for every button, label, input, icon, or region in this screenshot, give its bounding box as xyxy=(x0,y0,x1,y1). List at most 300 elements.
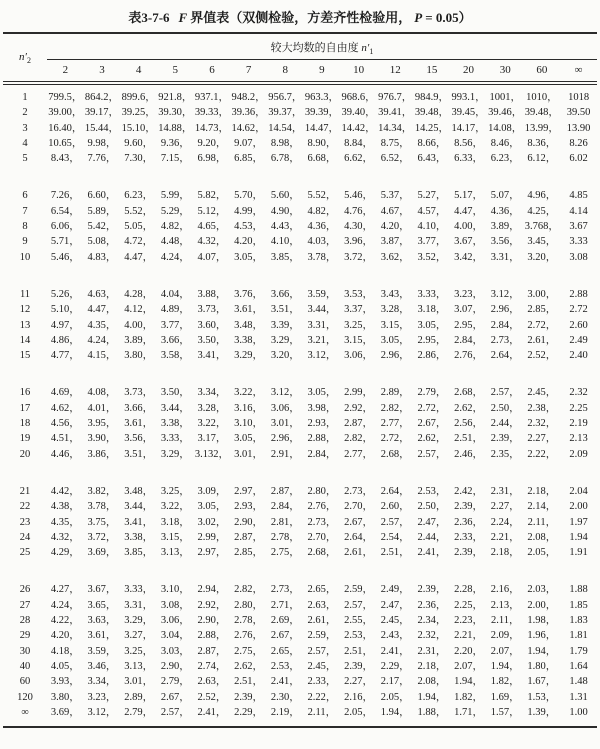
f-value-cell: 2.59， xyxy=(307,630,337,642)
f-value-cell: 39.36， xyxy=(231,107,266,119)
f-value-cell: 4.35， xyxy=(87,319,117,331)
f-value-cell: 4.51， xyxy=(50,433,80,445)
f-value-cell: 1.80， xyxy=(527,660,557,672)
f-value-cell: 4.62， xyxy=(50,402,80,414)
f-value-cell: 3.09， xyxy=(197,485,227,497)
f-value-cell: 39.40， xyxy=(341,107,376,119)
f-value-cell: 2.72， xyxy=(380,433,410,445)
table-title xyxy=(3,5,597,32)
f-value-cell: 2.69， xyxy=(270,615,300,627)
f-value-cell: 2.53， xyxy=(270,660,300,672)
f-value-cell: 2.94， xyxy=(197,584,227,596)
f-value-cell: 15.44， xyxy=(84,122,120,134)
f-value-cell: 4.20， xyxy=(380,221,410,233)
f-value-cell: 5.37， xyxy=(380,190,410,202)
f-value-cell: 2.57， xyxy=(490,387,520,399)
row-df2-value: 28 xyxy=(19,615,31,627)
f-value-cell: 3.31， xyxy=(490,251,520,263)
f-value-cell: 5.89， xyxy=(87,205,117,217)
f-value-cell: 2.36， xyxy=(417,599,447,611)
f-value-cell: 4.05， xyxy=(50,660,80,672)
f-value-cell: 2.92， xyxy=(344,402,374,414)
f-value-cell: 3.85， xyxy=(124,547,154,559)
f-value-cell: 3.06， xyxy=(344,350,374,362)
column-header-df1: 6 xyxy=(194,60,231,84)
f-value-cell: 9.36， xyxy=(160,137,190,149)
f-value-cell: 9.20， xyxy=(197,137,227,149)
row-df2-value: 16 xyxy=(19,387,31,399)
f-value-cell: 6.78， xyxy=(270,153,300,165)
f-value-cell: 2.60 xyxy=(569,319,588,331)
f-value-cell: 8.75， xyxy=(380,137,410,149)
f-value-cell: 3.00， xyxy=(527,288,557,300)
f-value-cell: 2.29， xyxy=(234,706,264,718)
f-value-cell: 2.87， xyxy=(344,418,374,430)
f-value-cell: 3.132， xyxy=(194,448,230,460)
f-value-cell: 2.39， xyxy=(344,660,374,672)
f-value-cell: 3.72， xyxy=(344,251,374,263)
f-value-cell: 3.60， xyxy=(197,319,227,331)
f-value-cell: 2.84， xyxy=(270,501,300,513)
f-value-cell: 2.57， xyxy=(417,448,447,460)
f-value-cell: 2.88， xyxy=(197,630,227,642)
f-value-cell: 3.93， xyxy=(50,676,80,688)
f-value-cell: 2.51， xyxy=(454,433,483,445)
f-value-cell: 3.44， xyxy=(307,304,337,316)
f-value-cell: 4.99， xyxy=(234,205,264,217)
f-value-cell: 3.05， xyxy=(380,334,410,346)
f-value-cell: 14.47， xyxy=(304,122,339,134)
f-value-cell: 2.79， xyxy=(417,387,447,399)
f-value-cell: 3.29， xyxy=(124,615,154,627)
f-value-cell: 2.91， xyxy=(270,448,300,460)
f-value-cell: 39.17， xyxy=(84,107,120,119)
f-value-cell: 3.13， xyxy=(160,547,190,559)
f-value-cell: 2.33， xyxy=(454,531,483,543)
f-value-cell: 6.54， xyxy=(50,205,80,217)
f-value-cell: 13.90 xyxy=(566,122,591,134)
f-value-cell: 3.44， xyxy=(160,402,190,414)
f-value-cell: 2.50， xyxy=(490,402,520,414)
f-value-cell: 4.38， xyxy=(50,501,80,513)
f-value-cell: 2.89， xyxy=(380,387,410,399)
table-row xyxy=(3,363,597,400)
row-df2-value: 21 xyxy=(19,485,31,497)
f-value-cell: 14.25， xyxy=(414,122,449,134)
f-value-cell: 2.82， xyxy=(344,433,374,445)
f-value-cell: 1.71， xyxy=(454,706,483,718)
row-df2-value: 17 xyxy=(19,402,31,414)
f-value-cell: 3.66， xyxy=(270,288,300,300)
f-value-cell: 3.28， xyxy=(197,402,227,414)
f-value-cell: 3.34， xyxy=(197,387,227,399)
f-value-cell: 6.06， xyxy=(50,221,80,233)
table-row xyxy=(3,151,597,166)
f-value-cell: 2.85， xyxy=(527,304,557,316)
f-value-cell: 2.35， xyxy=(490,448,520,460)
table-row xyxy=(3,204,597,219)
f-value-cell: 4.10， xyxy=(417,221,447,233)
f-value-cell: 4.77， xyxy=(50,350,80,362)
row-df2-value: 6 xyxy=(22,190,28,202)
f-value-cell: 3.62， xyxy=(380,251,410,263)
f-value-cell: 6.60， xyxy=(87,190,117,202)
p-symbol: P xyxy=(414,10,423,25)
f-value-cell: 5.46， xyxy=(344,190,374,202)
f-value-cell: 4.96， xyxy=(527,190,557,202)
table-row xyxy=(3,499,597,514)
f-value-cell: 3.15， xyxy=(380,319,410,331)
f-value-cell: 3.50， xyxy=(160,387,190,399)
f-value-cell: 4.22， xyxy=(50,615,80,627)
f-value-cell: 3.90， xyxy=(87,433,117,445)
f-value-cell: 2.65， xyxy=(270,645,300,657)
f-value-cell: 2.42， xyxy=(454,485,483,497)
f-value-cell: 3.50， xyxy=(197,334,227,346)
f-value-cell: 2.79， xyxy=(124,706,154,718)
f-value-cell: 2.13， xyxy=(490,599,520,611)
f-value-cell: 5.07， xyxy=(490,190,520,202)
f-value-cell: 3.77， xyxy=(417,236,447,248)
f-value-cell: 3.12， xyxy=(270,387,300,399)
group-label-text: 较大均数的自由度 xyxy=(270,42,362,54)
f-value-cell: 3.03， xyxy=(160,645,190,657)
row-df2-value: 11 xyxy=(19,288,31,300)
f-value-cell: 2.25 xyxy=(569,402,588,414)
f-value-cell: 3.16， xyxy=(234,402,264,414)
row-df2-value: 13 xyxy=(19,319,31,331)
f-value-cell: 5.29， xyxy=(160,205,190,217)
table-row xyxy=(3,105,597,120)
f-value-cell: 3.75， xyxy=(87,516,117,528)
f-value-cell: 4.57， xyxy=(417,205,447,217)
f-value-cell: 2.28， xyxy=(454,584,483,596)
f-value-cell: 2.45， xyxy=(380,615,410,627)
row-df2-value: ∞ xyxy=(21,706,29,718)
f-value-cell: 4.32， xyxy=(197,236,227,248)
f-value-cell: 1.94， xyxy=(417,691,447,703)
f-value-cell: 2.64， xyxy=(490,350,520,362)
f-value-cell: 5.05， xyxy=(124,221,154,233)
f-value-cell: 2.88， xyxy=(307,433,337,445)
f-value-cell: 3.46， xyxy=(87,660,117,672)
f-value-cell: 2.96， xyxy=(380,350,410,362)
f-value-cell: 968.6， xyxy=(341,92,376,103)
f-value-cell: 6.23， xyxy=(490,153,520,165)
f-value-cell: 4.43， xyxy=(270,221,300,233)
column-header-df1: 30 xyxy=(487,60,524,84)
f-value-cell: 3.87， xyxy=(380,236,410,248)
n-prime-symbol: n′ xyxy=(19,50,27,63)
table-row xyxy=(3,302,597,317)
f-value-cell: 8.36， xyxy=(527,137,557,149)
f-value-cell: 2.07， xyxy=(454,660,483,672)
row-df2-value: 60 xyxy=(19,676,31,688)
f-value-cell: 2.61， xyxy=(527,334,557,346)
f-value-cell: 3.06， xyxy=(160,615,190,627)
f-value-cell: 5.46， xyxy=(50,251,80,263)
f-value-cell: 3.82， xyxy=(87,485,117,497)
title-p-value: = 0.05） xyxy=(425,10,472,25)
f-value-cell: 2.21， xyxy=(454,630,483,642)
f-value-cell: 3.20， xyxy=(270,350,300,362)
f-value-cell: 3.51， xyxy=(270,304,300,316)
f-value-cell: 3.48， xyxy=(124,485,154,497)
f-value-cell: 3.05， xyxy=(234,251,264,263)
f-value-cell: 1001， xyxy=(489,92,521,103)
f-value-cell: 2.78， xyxy=(234,615,264,627)
f-value-cell: 2.76， xyxy=(234,630,264,642)
f-value-cell: 2.52， xyxy=(527,350,557,362)
f-value-cell: 2.75， xyxy=(234,645,264,657)
f-value-cell: 3.06， xyxy=(270,402,300,414)
f-value-cell: 14.88， xyxy=(158,122,193,134)
f-value-cell: 4.27， xyxy=(50,584,80,596)
row-df2-value: 23 xyxy=(19,516,31,528)
f-value-cell: 2.44， xyxy=(417,531,447,543)
f-value-cell: 3.77， xyxy=(160,319,190,331)
f-value-cell: 4.35， xyxy=(50,516,80,528)
f-value-cell: 1.88， xyxy=(417,706,447,718)
f-value-cell: 1.94 xyxy=(569,531,588,543)
f-value-cell: 3.73， xyxy=(197,304,227,316)
f-value-cell: 4.65， xyxy=(197,221,227,233)
f-value-cell: 2.31， xyxy=(417,645,447,657)
f-value-cell: 3.78， xyxy=(307,251,337,263)
f-value-cell: 2.63， xyxy=(307,599,337,611)
f-value-cell: 3.08， xyxy=(160,599,190,611)
f-value-cell: 3.22， xyxy=(234,387,264,399)
title-text: 界值表（双侧检验，方差齐性检验用， xyxy=(190,10,412,25)
f-value-cell: 2.64， xyxy=(344,531,374,543)
f-value-cell: 2.45， xyxy=(527,387,557,399)
f-value-cell: 5.17， xyxy=(454,190,483,202)
f-value-cell: 2.36， xyxy=(454,516,483,528)
row-df2-value: 1 xyxy=(22,92,28,103)
f-value-cell: 899.6， xyxy=(121,92,156,103)
f-value-cell: 4.24， xyxy=(87,334,117,346)
header-group-row xyxy=(3,33,597,60)
f-value-cell: 3.21， xyxy=(307,334,337,346)
f-value-cell: 2.05， xyxy=(380,691,410,703)
f-value-cell: 3.768， xyxy=(524,221,559,233)
f-value-cell: 3.51， xyxy=(124,448,154,460)
f-value-cell: 3.01， xyxy=(270,418,300,430)
f-value-cell: 1.81 xyxy=(569,630,588,642)
f-value-cell: 3.67， xyxy=(87,584,117,596)
f-value-cell: 3.23， xyxy=(87,691,117,703)
f-value-cell: 39.46， xyxy=(488,107,523,119)
f-value-cell: 3.59， xyxy=(307,288,337,300)
f-value-cell: 2.56， xyxy=(454,418,483,430)
row-df2-value: 29 xyxy=(19,630,31,642)
f-value-cell: 3.69， xyxy=(50,706,80,718)
n-prime-symbol: n′ xyxy=(361,42,370,54)
f-value-cell: 3.12， xyxy=(307,350,337,362)
f-value-cell: 2.17， xyxy=(380,676,410,688)
f-value-cell: 976.7， xyxy=(378,92,413,103)
f-value-cell: 2.85， xyxy=(234,547,264,559)
f-value-cell: 3.39， xyxy=(270,319,300,331)
row-df2-value: 5 xyxy=(22,153,28,165)
f-value-cell: 2.72， xyxy=(417,402,447,414)
f-value-cell: 2.51， xyxy=(344,645,374,657)
f-value-cell: 13.99， xyxy=(524,122,559,134)
row-df2-value: 27 xyxy=(19,599,31,611)
f-value-cell: 8.66， xyxy=(417,137,447,149)
table-row xyxy=(3,613,597,628)
f-value-cell: 14.73， xyxy=(194,122,230,134)
f-value-cell: 2.51， xyxy=(234,676,264,688)
f-value-cell: 8.98， xyxy=(270,137,300,149)
f-value-cell: 2.82， xyxy=(234,584,264,596)
f-value-cell: 39.48， xyxy=(524,107,559,119)
f-value-cell: 2.16， xyxy=(344,691,374,703)
f-value-cell: 1.79 xyxy=(569,645,588,657)
f-value-cell: 2.54， xyxy=(380,531,410,543)
f-value-cell: 1.94， xyxy=(380,706,410,718)
f-value-cell: 3.05， xyxy=(197,501,227,513)
f-value-cell: 8.90， xyxy=(307,137,337,149)
f-value-cell: 3.33， xyxy=(417,288,447,300)
f-value-cell: 3.15， xyxy=(160,531,190,543)
f-value-cell: 2.71， xyxy=(270,599,300,611)
f-value-cell: 4.90， xyxy=(270,205,300,217)
row-df2-value: 15 xyxy=(19,350,31,362)
f-value-cell: 2.62， xyxy=(234,660,264,672)
f-value-cell: 6.23， xyxy=(124,190,154,202)
f-value-cell: 4.00， xyxy=(454,221,483,233)
f-value-cell: 1.69， xyxy=(490,691,520,703)
f-value-cell: 3.44， xyxy=(124,501,154,513)
f-value-cell: 2.46， xyxy=(454,448,483,460)
f-value-cell: 1.85 xyxy=(569,599,588,611)
table-row xyxy=(3,674,597,689)
row-df2-value: 2 xyxy=(22,107,28,119)
f-value-cell: 6.33， xyxy=(454,153,483,165)
table-row xyxy=(3,83,597,105)
f-value-cell: 3.41， xyxy=(197,350,227,362)
f-value-cell: 5.52， xyxy=(124,205,154,217)
f-value-cell: 2.73， xyxy=(344,485,374,497)
f-value-cell: 4.63， xyxy=(87,288,117,300)
f-value-cell: 3.73， xyxy=(124,387,154,399)
table-row xyxy=(3,530,597,545)
f-value-cell: 4.18， xyxy=(50,645,80,657)
f-value-cell: 2.08， xyxy=(527,531,557,543)
f-value-cell: 3.66， xyxy=(124,402,154,414)
f-value-cell: 3.48， xyxy=(234,319,264,331)
f-value-cell: 1.31 xyxy=(569,691,588,703)
f-value-cell: 2.00， xyxy=(527,599,557,611)
f-value-cell: 3.07， xyxy=(454,304,483,316)
f-value-cell: 3.96， xyxy=(344,236,374,248)
f-value-cell: 3.45， xyxy=(527,236,557,248)
f-value-cell: 3.05， xyxy=(417,319,447,331)
f-value-cell: 2.44， xyxy=(490,418,520,430)
table-row xyxy=(3,447,597,462)
f-value-cell: 2.27， xyxy=(490,501,520,513)
f-value-cell: 2.52， xyxy=(197,691,227,703)
f-value-cell: 4.14 xyxy=(569,205,588,217)
f-value-cell: 8.26 xyxy=(569,137,588,149)
f-value-cell: 3.56， xyxy=(490,236,520,248)
f-value-cell: 4.48， xyxy=(160,236,190,248)
f-value-cell: 3.38， xyxy=(124,531,154,543)
f-value-cell: 2.11， xyxy=(307,706,337,718)
column-header-df1: 60 xyxy=(524,60,561,84)
f-value-cell: 3.85， xyxy=(270,251,300,263)
f-value-cell: 2.82， xyxy=(380,402,410,414)
f-value-cell: 2.84， xyxy=(490,319,520,331)
f-value-cell: 5.26， xyxy=(50,288,80,300)
f-value-cell: 1.48 xyxy=(569,676,588,688)
f-value-cell: 39.48， xyxy=(414,107,449,119)
f-value-cell: 4.01， xyxy=(87,402,117,414)
column-header-df1: 5 xyxy=(157,60,194,84)
f-value-cell: 2.79， xyxy=(160,676,190,688)
f-value-cell: 2.60， xyxy=(380,501,410,513)
f-value-cell: 2.40 xyxy=(569,350,588,362)
f-value-cell: 3.80， xyxy=(124,350,154,362)
row-df2-value: 12 xyxy=(19,304,31,316)
f-value-cell: 2.75， xyxy=(270,547,300,559)
f-value-cell: 4.32， xyxy=(50,531,80,543)
table-row xyxy=(3,431,597,446)
f-value-cell: 984.9， xyxy=(414,92,449,103)
f-value-cell: 2.38， xyxy=(527,402,557,414)
f-value-cell: 1.57， xyxy=(490,706,520,718)
f-value-cell: 2.67， xyxy=(160,691,190,703)
f-value-cell: 4.69， xyxy=(50,387,80,399)
f-value-cell: 3.13， xyxy=(124,660,154,672)
table-row xyxy=(3,560,597,597)
f-value-cell: 3.05， xyxy=(307,387,337,399)
f-value-cell: 3.56， xyxy=(124,433,154,445)
f-value-cell: 963.3， xyxy=(304,92,339,103)
f-value-cell: 4.36， xyxy=(490,205,520,217)
f-value-cell: 3.17， xyxy=(197,433,227,445)
f-value-cell: 4.89， xyxy=(160,304,190,316)
f-value-cell: 2.53， xyxy=(417,485,447,497)
f-value-cell: 3.38， xyxy=(234,334,264,346)
f-value-cell: 4.24， xyxy=(160,251,190,263)
f-value-cell: 3.80， xyxy=(50,691,80,703)
f-value-cell: 2.67， xyxy=(417,418,447,430)
f-value-cell: 2.33， xyxy=(307,676,337,688)
row-df2-value: 40 xyxy=(19,660,31,672)
f-value-cell: 2.32， xyxy=(417,630,447,642)
f-value-cell: 3.01， xyxy=(234,448,264,460)
f-value-cell: 2.57， xyxy=(307,645,337,657)
f-value-cell: 3.67， xyxy=(454,236,483,248)
f-value-cell: 5.08， xyxy=(87,236,117,248)
table-row xyxy=(3,462,597,499)
f-value-cell: 4.47， xyxy=(454,205,483,217)
denominator-df-label xyxy=(3,33,47,83)
f-value-cell: 14.08， xyxy=(488,122,523,134)
f-value-cell: 1010， xyxy=(526,92,558,103)
row-df2-value: 18 xyxy=(19,418,31,430)
f-value-cell: 3.52， xyxy=(417,251,447,263)
f-value-cell: 1.64 xyxy=(569,660,588,672)
f-value-cell: 2.14， xyxy=(527,501,557,513)
f-value-cell: 2.39， xyxy=(490,433,520,445)
f-value-cell: 2.80， xyxy=(307,485,337,497)
f-value-cell: 2.49 xyxy=(569,334,588,346)
f-value-cell: 2.72， xyxy=(527,319,557,331)
table-row xyxy=(3,348,597,363)
